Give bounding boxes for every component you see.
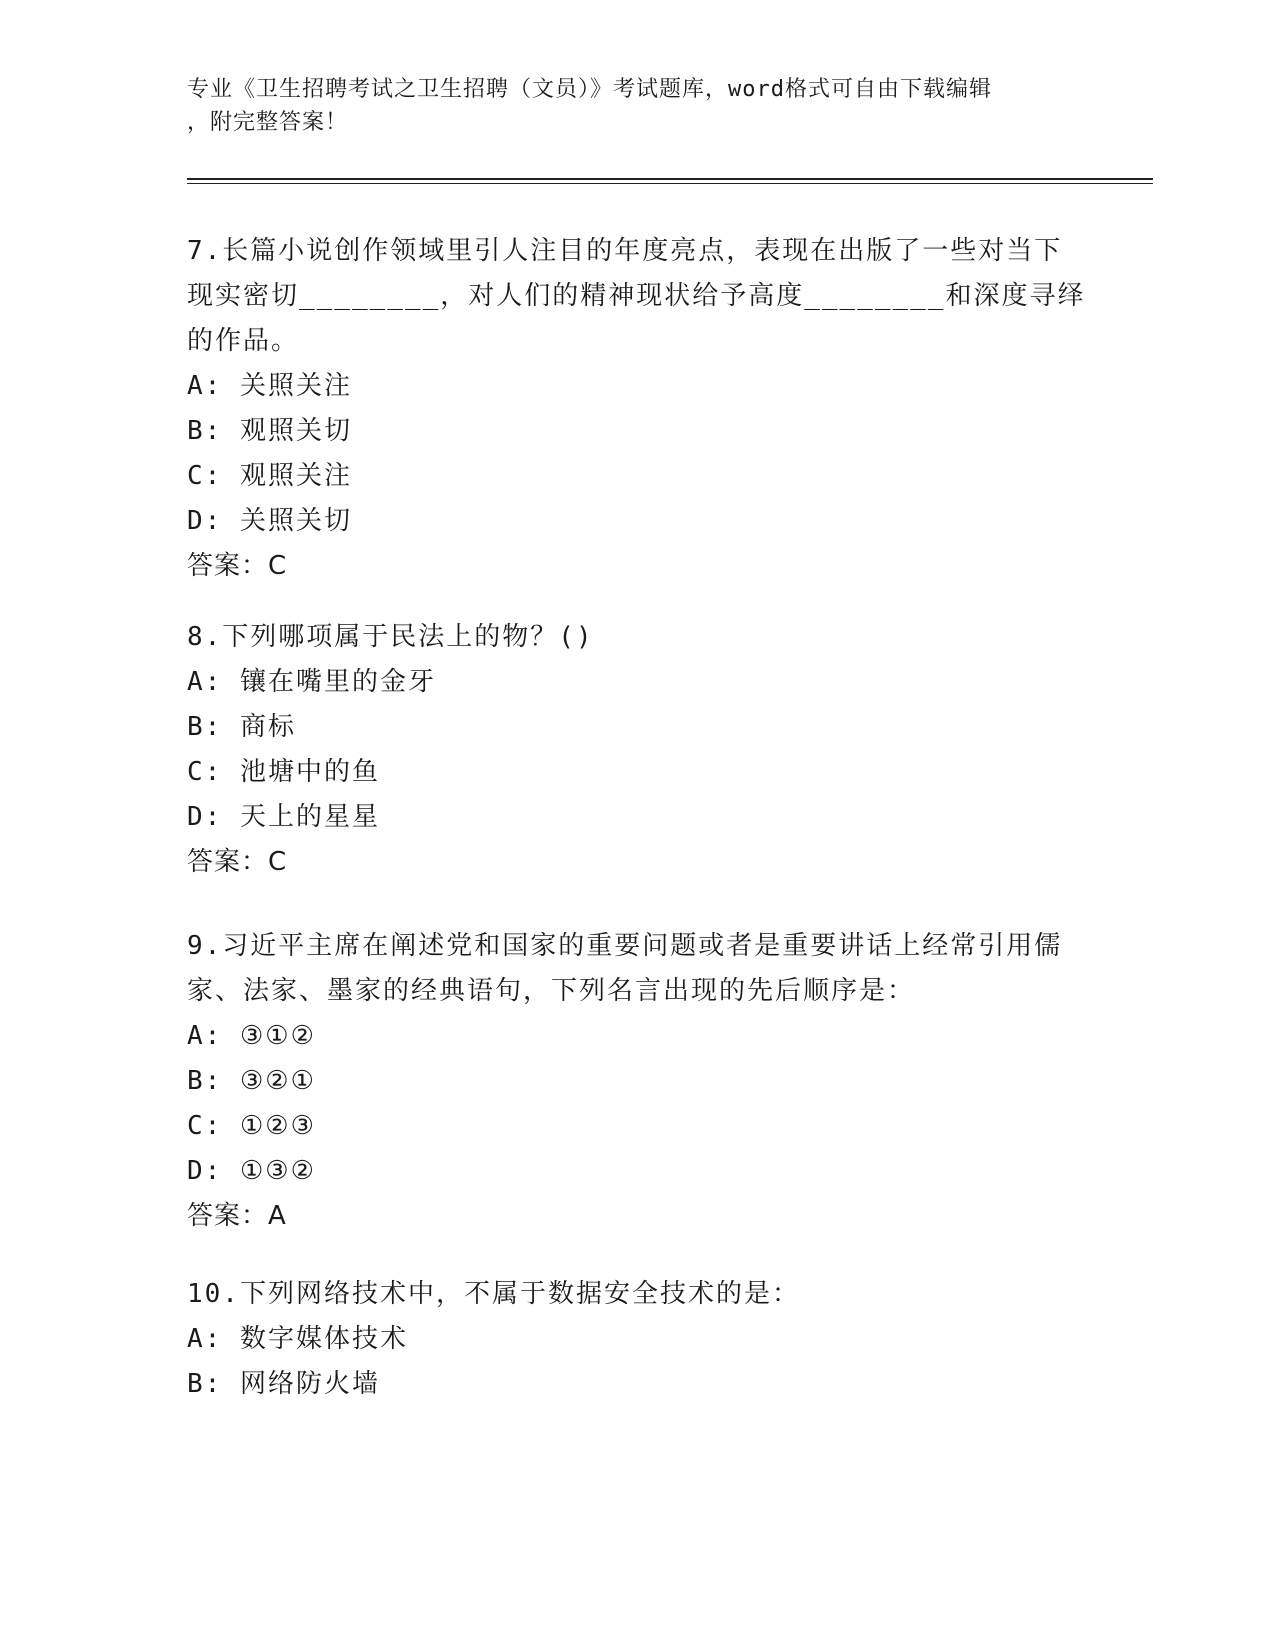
option-text: ①③② (239, 1156, 316, 1186)
option-key: A: (187, 1324, 223, 1354)
question-10 (187, 1272, 1087, 1407)
option-key: A: (187, 667, 223, 697)
option-key: B: (187, 712, 223, 742)
option-c (187, 454, 1087, 499)
question-stem: 10.下列网络技术中，不属于数据安全技术的是： (187, 1279, 800, 1309)
option-c (187, 1104, 1087, 1149)
question-8 (187, 615, 1087, 885)
option-text: ③①② (239, 1021, 316, 1051)
option-a (187, 1317, 1087, 1362)
option-b (187, 1059, 1087, 1104)
option-key: C: (187, 1111, 223, 1141)
option-key: A: (187, 1021, 223, 1051)
option-c (187, 750, 1087, 795)
option-text: 关照关注 (239, 371, 352, 401)
option-text: 关照关切 (239, 506, 352, 536)
option-key: B: (187, 1066, 223, 1096)
option-text: ③②① (239, 1066, 316, 1096)
question-stem: 9.习近平主席在阐述党和国家的重要问题或者是重要讲话上经常引用儒家、法家、墨家的经典语句，下列名言出现的先后顺序是： (187, 931, 1063, 1006)
option-text: 观照关切 (239, 416, 352, 446)
answer: 答案：C (187, 551, 288, 581)
document-header (187, 73, 1067, 139)
question-9 (187, 924, 1087, 1239)
option-key: B: (187, 1369, 223, 1399)
option-text: 商标 (239, 712, 296, 742)
option-b (187, 1362, 1087, 1407)
question-7 (187, 229, 1087, 589)
option-d (187, 795, 1087, 840)
option-text: ①②③ (239, 1111, 316, 1141)
header-line-1: 专业《卫生招聘考试之卫生招聘（文员）》考试题库，word格式可自由下载编辑 (187, 77, 992, 102)
option-key: A: (187, 371, 223, 401)
option-key: C: (187, 461, 223, 491)
option-text: 池塘中的鱼 (239, 757, 380, 787)
answer: 答案：C (187, 847, 288, 877)
option-key: B: (187, 416, 223, 446)
option-d (187, 499, 1087, 544)
option-text: 数字媒体技术 (239, 1324, 408, 1354)
option-text: 天上的星星 (239, 802, 380, 832)
option-b (187, 705, 1087, 750)
header-divider (187, 178, 1153, 184)
option-d (187, 1149, 1087, 1194)
header-line-2: ，附完整答案！ (187, 110, 349, 135)
option-a (187, 364, 1087, 409)
question-stem: 7.长篇小说创作领域里引人注目的年度亮点，表现在出版了一些对当下现实密切________，对人们的精神现状给予高度________和深度寻绎的作品。 (187, 236, 1086, 356)
option-a (187, 1014, 1087, 1059)
option-text: 镶在嘴里的金牙 (239, 667, 436, 697)
question-stem: 8.下列哪项属于民法上的物？() (187, 622, 594, 652)
option-key: D: (187, 506, 223, 536)
option-key: D: (187, 1156, 223, 1186)
option-key: D: (187, 802, 223, 832)
answer: 答案：A (187, 1201, 287, 1231)
option-a (187, 660, 1087, 705)
option-text: 网络防火墙 (239, 1369, 380, 1399)
option-b (187, 409, 1087, 454)
option-text: 观照关注 (239, 461, 352, 491)
option-key: C: (187, 757, 223, 787)
